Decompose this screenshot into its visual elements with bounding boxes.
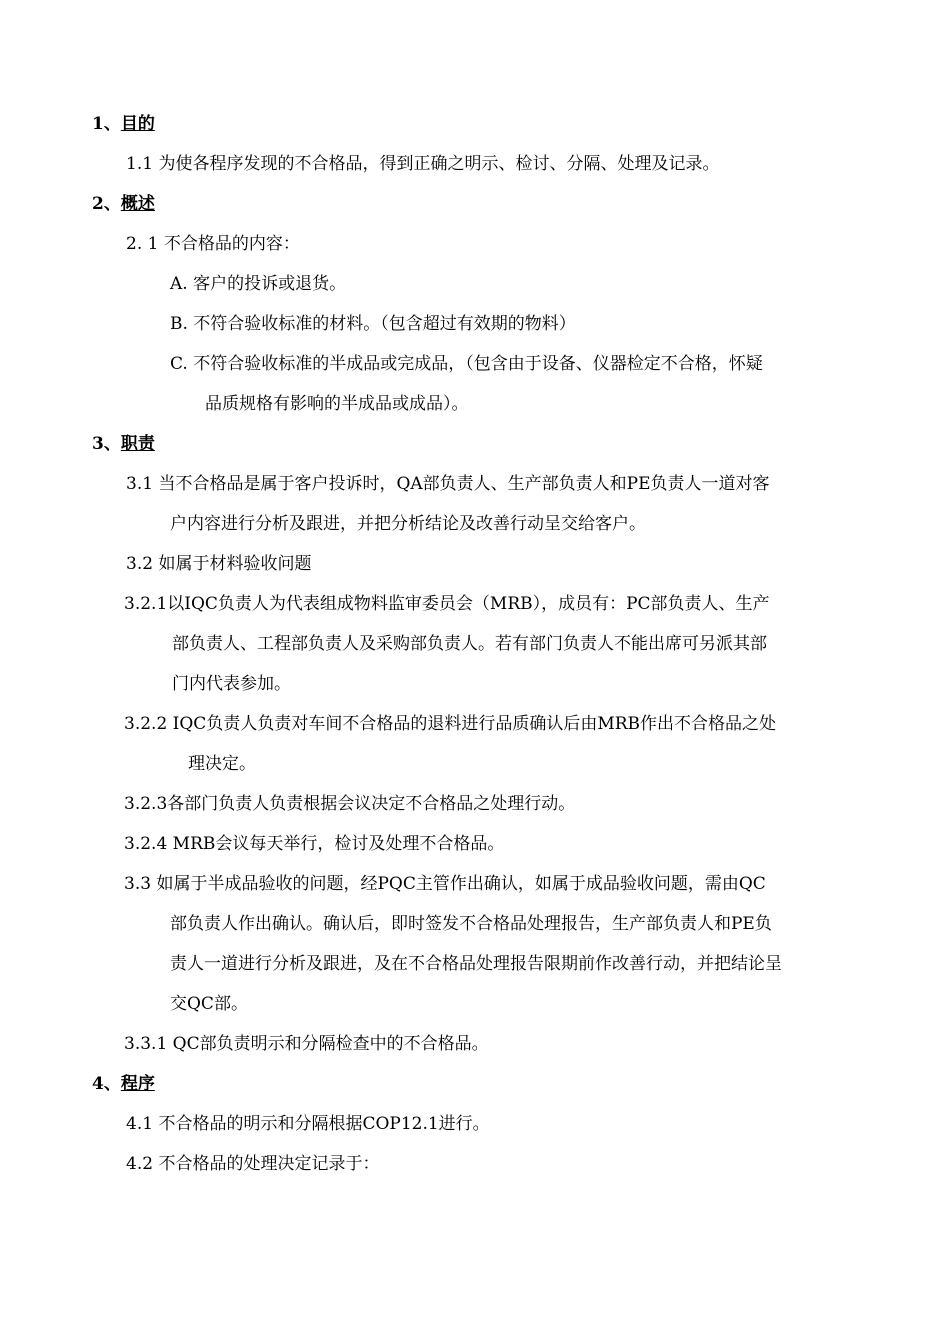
paragraph-3-2-1: 3.2.1以IQC负责人为代表组成物料监审委员会（MRB），成员有：PC部负责人、生产: [124, 594, 770, 614]
paragraph-3-3-continued: 交QC部。: [170, 994, 248, 1014]
paragraph-3-2: 3.2 如属于材料验收问题: [126, 554, 312, 574]
paragraph-3-3-1: 3.3.1 QC部负责明示和分隔检查中的不合格品。: [124, 1034, 489, 1054]
paragraph-3-3-continued: 责人一道进行分析及跟进，及在不合格品处理报告限期前作改善行动，并把结论呈: [170, 954, 782, 974]
list-item-b: B. 不符合验收标准的材料。（包含超过有效期的物料）: [170, 314, 576, 334]
paragraph-1-1: 1.1 为使各程序发现的不合格品，得到正确之明示、检讨、分隔、处理及记录。: [126, 154, 720, 174]
paragraph-3-1-continued: 户内容进行分析及跟进，并把分析结论及改善行动呈交给客户。: [170, 514, 646, 534]
section-heading-3: 3、职责: [92, 434, 155, 454]
paragraph-4-1: 4.1 不合格品的明示和分隔根据COP12.1进行。: [126, 1114, 490, 1134]
list-item-a: A. 客户的投诉或退货。: [170, 274, 347, 294]
paragraph-3-3: 3.3 如属于半成品验收的问题，经PQC主管作出确认，如属于成品验收问题，需由QC: [124, 874, 766, 894]
section-title: 程序: [120, 1074, 155, 1094]
list-item-c: C. 不符合验收标准的半成品或完成品，（包含由于设备、仪器检定不合格，怀疑: [170, 354, 763, 374]
paragraph-3-3-continued: 部负责人作出确认。确认后，即时签发不合格品处理报告，生产部负责人和PE负: [170, 914, 772, 934]
section-title: 概述: [120, 194, 155, 214]
section-title: 目的: [120, 114, 155, 134]
section-heading-1: 1、目的: [92, 114, 155, 134]
paragraph-3-2-4: 3.2.4 MRB会议每天举行，检讨及处理不合格品。: [124, 834, 505, 854]
paragraph-3-2-2: 3.2.2 IQC负责人负责对车间不合格品的退料进行品质确认后由MRB作出不合格品之处: [124, 714, 777, 734]
section-heading-4: 4、程序: [92, 1074, 155, 1094]
paragraph-3-2-3: 3.2.3各部门负责人负责根据会议决定不合格品之处理行动。: [124, 794, 576, 814]
section-heading-2: 2、概述: [92, 194, 155, 214]
paragraph-3-2-1-continued: 部负责人、工程部负责人及采购部负责人。若有部门负责人不能出席可另派其部: [172, 634, 767, 654]
paragraph-3-1: 3.1 当不合格品是属于客户投诉时，QA部负责人、生产部负责人和PE负责人一道对客: [126, 474, 770, 494]
paragraph-4-2: 4.2 不合格品的处理决定记录于：: [126, 1154, 380, 1174]
paragraph-3-2-2-continued: 理决定。: [188, 754, 256, 774]
paragraph-3-2-1-continued: 门内代表参加。: [172, 674, 291, 694]
list-item-c-continued: 品质规格有影响的半成品或成品）。: [205, 394, 469, 414]
paragraph-2-1: 2. 1 不合格品的内容：: [126, 234, 300, 254]
section-title: 职责: [120, 434, 155, 454]
